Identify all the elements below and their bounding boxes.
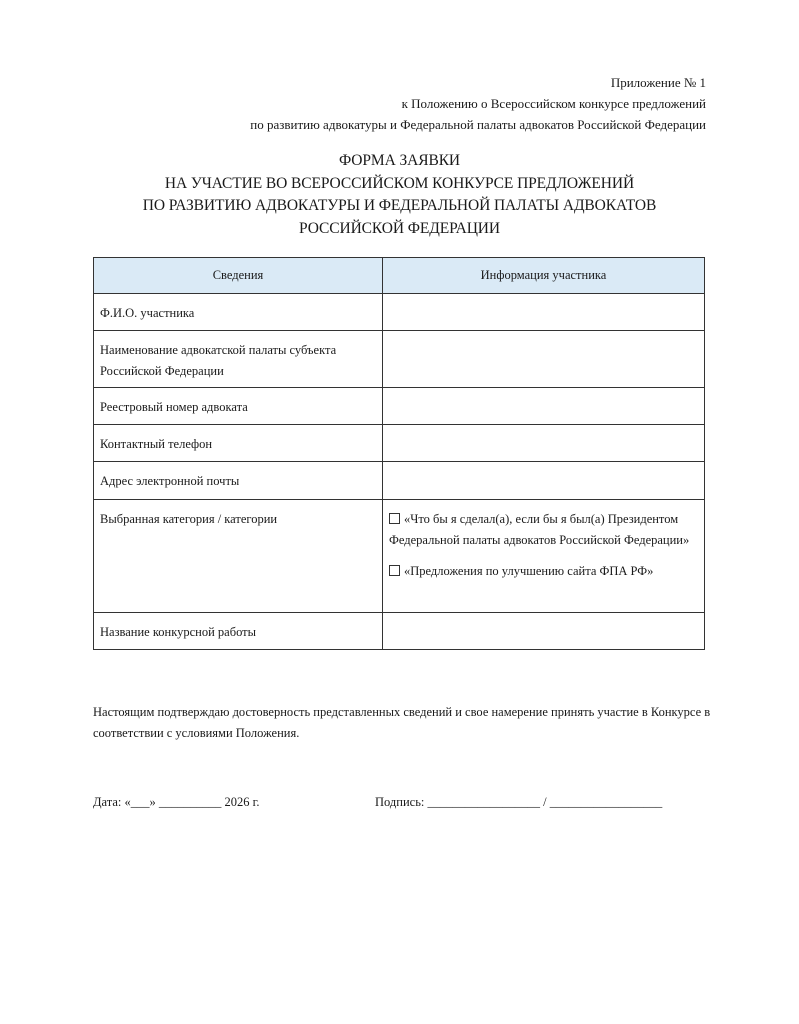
table-row-phone — [94, 425, 705, 462]
row-label-phone: Контактный телефон — [94, 425, 383, 462]
row-label-fio: Ф.И.О. участника — [94, 294, 383, 331]
row-label-category: Выбранная категория / категории — [94, 500, 383, 613]
category-option-website-label: «Предложения по улучшению сайта ФПА РФ» — [404, 564, 654, 578]
signature-field[interactable]: Подпись: __________________ / __________________ — [375, 795, 663, 809]
appendix-line-2: к Положению о Всероссийском конкурсе предложений — [401, 96, 706, 111]
table-row-email — [94, 462, 705, 500]
email-field[interactable] — [383, 462, 705, 500]
table-row-registry — [94, 388, 705, 425]
row-label-chamber-line-2: Российской Федерации — [100, 364, 224, 378]
checkbox-icon[interactable] — [389, 565, 400, 576]
work-title-field[interactable] — [383, 613, 705, 650]
column-header-participant: Информация участника — [383, 258, 705, 294]
category-option-president-label: «Что бы я сделал(а), если бы я был(а) Президентом Федеральной палаты адвокатов Российской Федерации» — [389, 512, 690, 547]
row-label-chamber-line-1: Наименование адвокатской палаты субъекта — [100, 343, 337, 357]
form-title — [0, 150, 799, 240]
table-row-work-title — [94, 613, 705, 650]
appendix-number: Приложение № 1 — [610, 75, 706, 90]
row-label-chamber — [94, 331, 383, 388]
phone-field[interactable] — [383, 425, 705, 462]
date-field[interactable]: Дата: «___» __________ 2026 г. — [93, 795, 260, 809]
chamber-field[interactable] — [383, 331, 705, 388]
table-header-row — [94, 258, 705, 294]
category-option-president[interactable] — [389, 509, 698, 551]
row-label-email: Адрес электронной почты — [94, 462, 383, 500]
confirmation-statement: Настоящим подтверждаю достоверность представленных сведений и свое намерение принять участие в Конкурсе в соответствии с условиями Положения. — [93, 705, 711, 740]
row-label-registry: Реестровый номер адвоката — [94, 388, 383, 425]
row-label-work-title: Название конкурсной работы — [94, 613, 383, 650]
category-options — [383, 500, 705, 613]
fio-field[interactable] — [383, 294, 705, 331]
participant-info-table — [93, 257, 705, 650]
registry-number-field[interactable] — [383, 388, 705, 425]
appendix-reference — [250, 72, 706, 135]
category-option-website[interactable] — [389, 561, 698, 582]
appendix-line-3: по развитию адвокатуры и Федеральной палаты адвокатов Российской Федерации — [250, 117, 706, 132]
form-title-line-1: ФОРМА ЗАЯВКИ — [338, 152, 461, 169]
column-header-info: Сведения — [94, 258, 383, 294]
form-title-line-2: НА УЧАСТИЕ ВО ВСЕРОССИЙСКОМ КОНКУРСЕ ПРЕДЛОЖЕНИЙ — [164, 174, 635, 192]
checkbox-icon[interactable] — [389, 513, 400, 524]
table-row-chamber — [94, 331, 705, 388]
form-title-line-4: РОССИЙСКОЙ ФЕДЕРАЦИИ — [299, 219, 500, 237]
table-row-category — [94, 500, 705, 613]
form-title-line-3: ПО РАЗВИТИЮ АДВОКАТУРЫ И ФЕДЕРАЛЬНОЙ ПАЛАТЫ АДВОКАТОВ — [142, 197, 657, 214]
table-row-fio — [94, 294, 705, 331]
